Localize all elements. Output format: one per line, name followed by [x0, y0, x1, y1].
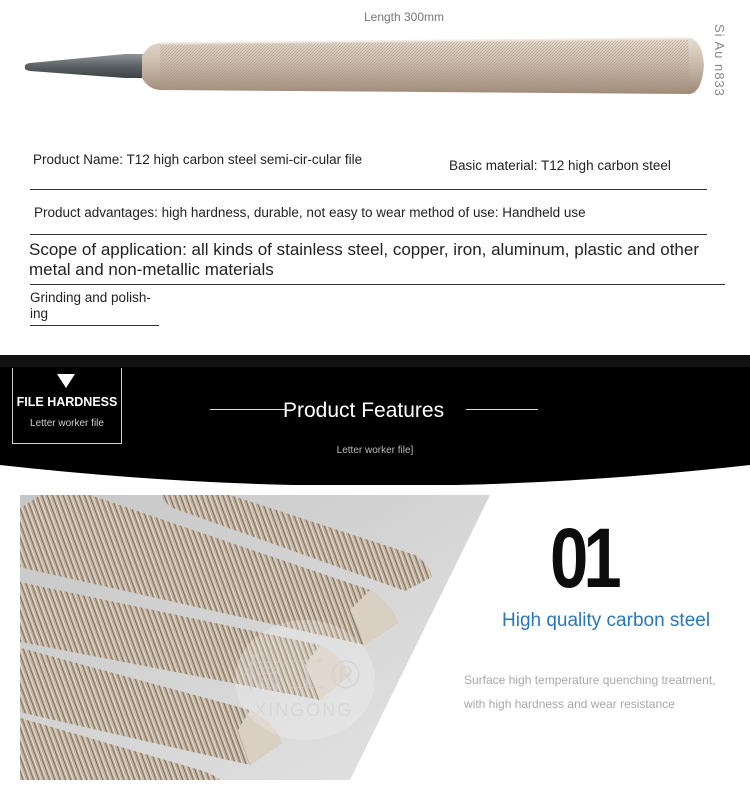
feature-number: 01	[550, 511, 617, 605]
feature-title: High quality carbon steel	[502, 610, 711, 631]
file-product-image	[20, 30, 720, 105]
brand-watermark-cn: 信工®	[243, 653, 365, 697]
brand-watermark	[243, 643, 364, 721]
down-triangle-icon	[57, 374, 75, 388]
banner-strip	[0, 355, 750, 367]
vertical-code-label: Si Au n833	[712, 24, 727, 97]
file-tang	[25, 54, 145, 78]
divider	[30, 234, 707, 235]
feature-description: Surface high temperature quenching treatment, with high hardness and wear resistance	[464, 673, 716, 711]
divider	[30, 284, 725, 285]
title-line-left	[210, 409, 285, 410]
product-features-title: Product Features	[283, 399, 445, 422]
grinding-text: Grinding and polish-ing	[30, 290, 151, 321]
file-hardness-title: FILE HARDNESS	[16, 395, 118, 409]
divider	[30, 325, 159, 326]
divider	[30, 189, 707, 190]
product-features-subtitle: Letter worker file]	[336, 445, 414, 456]
scope-text: Scope of application: all kinds of stainless steel, copper, iron, aluminum, plastic and other metal and non-metallic materials	[29, 240, 699, 279]
file-closeup-photo	[20, 495, 490, 780]
title-line-right	[466, 409, 538, 410]
product-name-text: Product Name: T12 high carbon steel semi-cir-cular file	[33, 152, 363, 167]
file-hardness-subtitle: Letter worker file	[30, 418, 104, 429]
basic-material-text: Basic material: T12 high carbon steel	[449, 158, 671, 173]
length-label: Length 300mm	[363, 10, 445, 24]
brand-watermark-en: XINGONG	[254, 700, 354, 720]
advantages-text: Product advantages: high hardness, durable, not easy to wear method of use: Handheld use	[34, 205, 586, 220]
